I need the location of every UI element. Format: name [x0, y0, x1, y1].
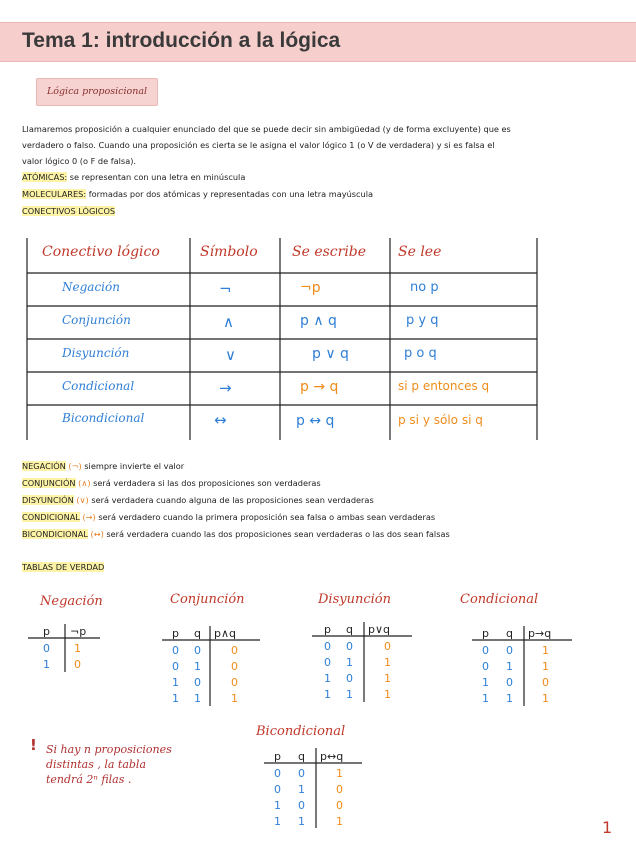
rule-symbol: (∧) — [78, 478, 91, 488]
tt-header: p — [274, 750, 281, 763]
tt-cell: 0 — [336, 799, 343, 812]
rule-keyword: CONDICIONAL — [22, 512, 80, 522]
tt-cell: 1 — [194, 692, 201, 705]
row-name: Bicondicional — [62, 411, 145, 425]
atomicas-text: se representan con una letra en minúscula — [67, 172, 246, 182]
tt-header: p — [482, 627, 489, 640]
moleculares-text: formadas por dos atómicas y representadas con una letra mayúscula — [86, 189, 374, 199]
row-symbol: ∨ — [225, 346, 236, 364]
tt-cell: 1 — [542, 644, 549, 657]
exclamation-icon: ! — [30, 736, 37, 754]
tt-header: q — [194, 627, 201, 640]
tt-title-negacion: Negación — [40, 594, 103, 609]
tt-cell: 0 — [194, 676, 201, 689]
tt-cell: 1 — [482, 692, 489, 705]
header-se-lee: Se lee — [398, 244, 442, 260]
note-line-2: distintas , la tabla — [46, 758, 147, 771]
row-read: p si y sólo si q — [398, 413, 483, 427]
rule-symbol: (↔) — [90, 529, 104, 539]
tt-header: q — [506, 627, 513, 640]
row-symbol: ∧ — [223, 313, 234, 331]
tt-header: p — [324, 623, 331, 636]
tt-cell: 0 — [74, 658, 81, 671]
tt-cell: 0 — [336, 783, 343, 796]
tt-title-bicondicional: Bicondicional — [256, 724, 346, 739]
tt-cell: 1 — [274, 815, 281, 828]
row-read: si p entonces q — [398, 379, 490, 393]
tt-cell: 1 — [542, 692, 549, 705]
tt-cell: 1 — [172, 676, 179, 689]
tt-cell: 0 — [324, 640, 331, 653]
tt-cell: 1 — [346, 688, 353, 701]
atomicas-keyword: ATÓMICAS: — [22, 172, 68, 182]
row-written: p ∧ q — [300, 313, 337, 329]
row-written: ¬p — [300, 280, 321, 296]
row-symbol: ↔ — [214, 411, 227, 429]
tt-cell: 0 — [542, 676, 549, 689]
tt-cell: 1 — [336, 815, 343, 828]
tt-cell: 1 — [274, 799, 281, 812]
header-conectivo: Conectivo lógico — [42, 244, 160, 260]
tt-cell: 1 — [43, 658, 50, 671]
tt-cell: 0 — [231, 644, 238, 657]
tt-cell: 0 — [482, 644, 489, 657]
tt-cell: 0 — [172, 644, 179, 657]
rule-text: será verdadera cuando las dos proposiciones sean verdaderas o las dos sean falsas — [103, 529, 450, 539]
note-line-1: Si hay n proposiciones — [46, 743, 172, 756]
tt-cell: 0 — [43, 642, 50, 655]
tt-header: p↔q — [320, 750, 344, 763]
tt-cell: 0 — [194, 644, 201, 657]
truth-tables-label: TABLAS DE VERDAD — [22, 562, 105, 572]
tt-cell: 0 — [274, 783, 281, 796]
tt-header: p→q — [528, 627, 552, 640]
tt-header: p — [43, 625, 50, 638]
tt-cell: 0 — [506, 644, 513, 657]
row-name: Conjunción — [62, 313, 131, 327]
tt-cell: 0 — [506, 676, 513, 689]
tt-cell: 0 — [231, 676, 238, 689]
tt-cell: 1 — [482, 676, 489, 689]
rule-symbol: (∨) — [76, 495, 89, 505]
tt-cell: 1 — [346, 656, 353, 669]
tt-cell: 1 — [324, 688, 331, 701]
tt-cell: 1 — [194, 660, 201, 673]
intro-line-2: verdadero o falso. Cuando una proposición es cierta se le asigna el valor lógico 1 (o V de verdadera) y si es falsa el — [22, 140, 495, 150]
rule-text: será verdadera si las dos proposiciones son verdaderas — [90, 478, 321, 488]
tt-header: p∧q — [214, 627, 237, 640]
row-name: Condicional — [62, 379, 135, 393]
header-simbolo: Símbolo — [200, 244, 258, 260]
rule-text: será verdadero cuando la primera proposición sea falsa o ambas sean verdaderas — [95, 512, 436, 522]
tt-title-conjuncion: Conjunción — [170, 592, 245, 607]
page-title: Tema 1: introducción a la lógica — [22, 29, 341, 52]
row-written: p → q — [300, 379, 339, 395]
row-written: p ↔ q — [296, 413, 335, 429]
rule-keyword: BICONDICIONAL — [22, 529, 88, 539]
tt-cell: 1 — [506, 692, 513, 705]
tt-header: ¬p — [70, 625, 87, 638]
tt-cell: 1 — [384, 656, 391, 669]
row-symbol: → — [219, 379, 232, 397]
tt-cell: 0 — [346, 672, 353, 685]
tt-cell: 0 — [482, 660, 489, 673]
note-block — [46, 742, 172, 787]
rule-text: será verdadera cuando alguna de las proposiciones sean verdaderas — [88, 495, 374, 505]
rule-keyword: NEGACIÓN — [22, 461, 66, 471]
tt-cell: 1 — [542, 660, 549, 673]
tt-cell: 0 — [274, 767, 281, 780]
tt-cell: 0 — [298, 767, 305, 780]
rule-symbol: (¬) — [68, 461, 82, 471]
tt-header: q — [346, 623, 353, 636]
tt-cell: 0 — [384, 640, 391, 653]
intro-line-1: Llamaremos proposición a cualquier enunciado del que se puede decir sin ambigüedad (y de forma excluyente) que es — [22, 124, 511, 134]
tt-header: p — [172, 627, 179, 640]
row-name: Negación — [62, 280, 120, 294]
row-read: p y q — [406, 313, 439, 328]
row-symbol: ¬ — [219, 280, 232, 298]
tt-cell: 1 — [298, 783, 305, 796]
tt-cell: 0 — [231, 660, 238, 673]
tt-cell: 1 — [74, 642, 81, 655]
tt-title-disyuncion: Disyunción — [318, 592, 391, 607]
tt-cell: 1 — [336, 767, 343, 780]
rule-keyword: DISYUNCIÓN — [22, 495, 74, 505]
tt-cell: 0 — [172, 660, 179, 673]
row-name: Disyunción — [62, 346, 130, 360]
tt-cell: 1 — [384, 672, 391, 685]
tt-cell: 0 — [346, 640, 353, 653]
section-chip: Lógica proposicional — [36, 78, 158, 106]
note-line-3: tendrá 2ⁿ filas . — [46, 773, 132, 786]
tt-header: p∨q — [368, 623, 391, 636]
tt-title-condicional: Condicional — [460, 592, 539, 607]
tt-header: q — [298, 750, 305, 763]
tt-cell: 1 — [324, 672, 331, 685]
rule-symbol: (→) — [82, 512, 96, 522]
page-number: 1 — [602, 818, 613, 837]
row-written: p ∨ q — [312, 346, 349, 362]
moleculares-keyword: MOLECULARES: — [22, 189, 87, 199]
tt-cell: 1 — [384, 688, 391, 701]
tt-cell: 1 — [172, 692, 179, 705]
rule-keyword: CONJUNCIÓN — [22, 478, 76, 488]
rule-text: siempre invierte el valor — [81, 461, 185, 471]
intro-line-3: valor lógico 0 (o F de falsa). — [22, 156, 137, 166]
tt-cell: 1 — [231, 692, 238, 705]
row-read: p o q — [404, 346, 437, 361]
tt-cell: 1 — [298, 815, 305, 828]
tt-cell: 0 — [324, 656, 331, 669]
tt-cell: 1 — [506, 660, 513, 673]
header-se-escribe: Se escribe — [292, 244, 367, 260]
tt-cell: 0 — [298, 799, 305, 812]
row-read: no p — [410, 280, 439, 295]
conectivos-heading: CONECTIVOS LÓGICOS — [22, 206, 116, 216]
